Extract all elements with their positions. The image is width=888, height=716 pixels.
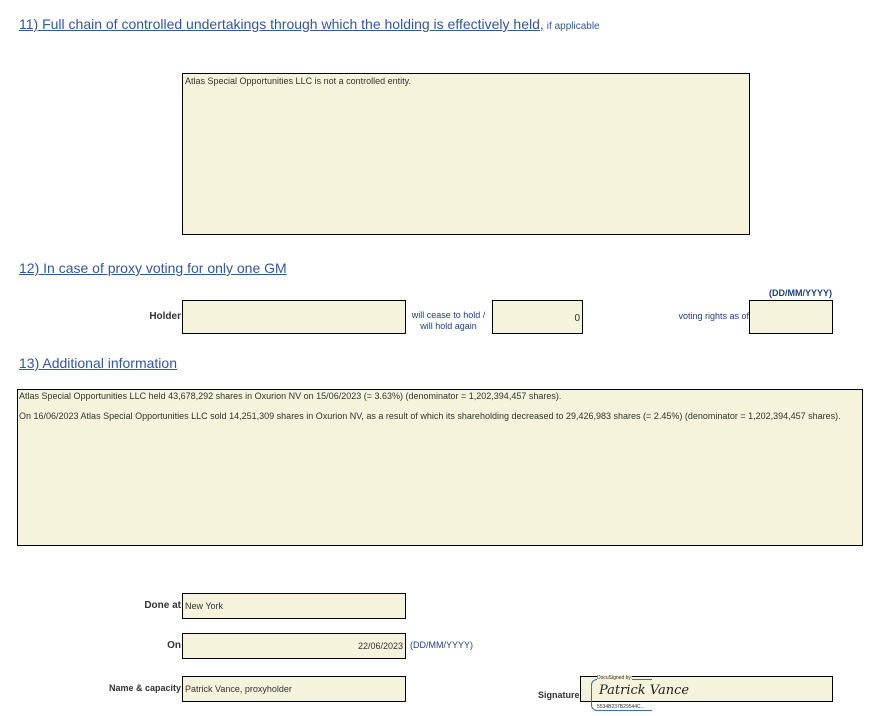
voting-rights-label: voting rights as of <box>678 311 749 321</box>
docusign-header: DocuSigned by: <box>597 675 633 681</box>
section-12-title: 12) In case of proxy voting for only one GM <box>19 260 287 276</box>
on-date-field[interactable]: 22/06/2023 <box>182 633 406 659</box>
done-at-field[interactable]: New York <box>182 593 406 619</box>
on-date-format: (DD/MM/YYYY) <box>410 640 473 650</box>
cease-line2: will hold again <box>420 321 477 331</box>
controlled-chain-field[interactable]: Atlas Special Opportunities LLC is not a controlled entity. <box>182 73 750 235</box>
holder-label: Holder <box>149 311 181 322</box>
info-paragraph: On 16/06/2023 Atlas Special Opportunities LLC sold 14,251,309 shares in Oxurion NV, as a result of which its shareholding decreased to 29,426,983 shares (= 2.45%) (denominator = 1,202,394,457 shares). <box>19 411 841 421</box>
section-11-title <box>19 16 600 32</box>
cease-line1: will cease to hold / <box>411 310 486 320</box>
signature-name: Patrick Vance <box>599 683 690 698</box>
docusign-id: 5534B237B29544C... <box>597 704 645 710</box>
done-at-label: Done at <box>144 600 181 611</box>
signature-label: Signature <box>538 690 580 700</box>
date-format-label: (DD/MM/YYYY) <box>769 288 832 298</box>
signature-field[interactable] <box>580 675 833 710</box>
name-capacity-label: Name & capacity <box>108 683 181 693</box>
info-paragraph: Atlas Special Opportunities LLC held 43,678,292 shares in Oxurion NV on 15/06/2023 (= 3.63%) (denominator = 1,202,394,457 shares). <box>19 391 562 401</box>
title-note: if applicable <box>546 21 600 32</box>
holder-field[interactable] <box>182 300 406 334</box>
section-13-title: 13) Additional information <box>19 355 177 371</box>
cease-label <box>405 310 492 332</box>
on-label: On <box>167 640 181 651</box>
voting-date-field[interactable] <box>749 300 833 334</box>
additional-info-field[interactable] <box>17 389 863 546</box>
amount-field[interactable]: 0 <box>492 300 583 334</box>
title-text: 11) Full chain of controlled undertakings through which the holding is effectively held, <box>19 16 544 32</box>
name-capacity-field[interactable]: Patrick Vance, proxyholder <box>182 676 406 702</box>
